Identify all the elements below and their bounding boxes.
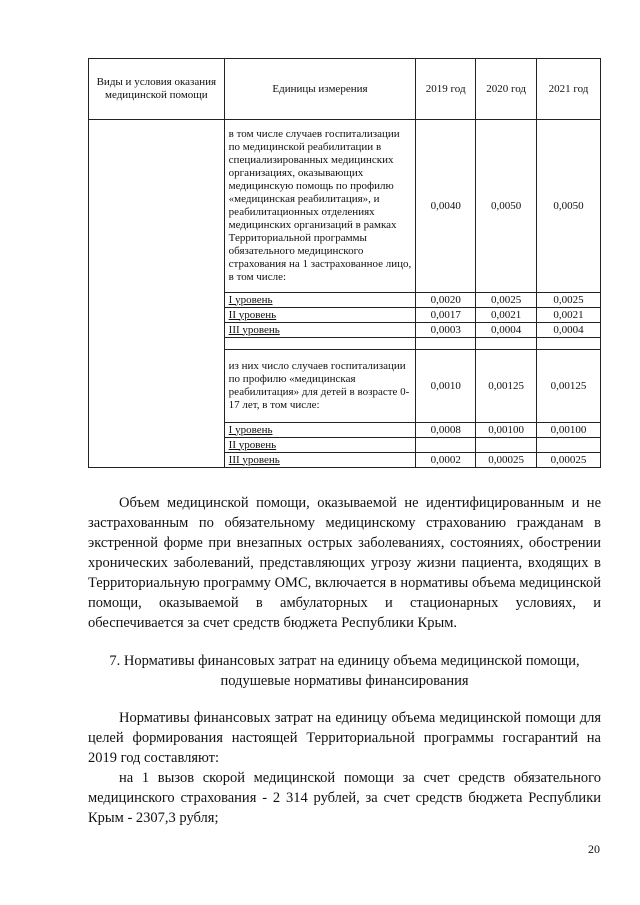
header-care-type: Виды и условия оказания медицинской помощи — [89, 59, 225, 120]
section-heading: 7. Нормативы финансовых затрат на единицу объема медицинской помощи, подушевые нормативы финансирования — [109, 653, 580, 689]
value-2019: 0,0003 — [416, 323, 476, 338]
value-2020: 0,0004 — [476, 323, 537, 338]
value-2021: 0,0004 — [537, 323, 601, 338]
value-2019: 0,0020 — [416, 293, 476, 308]
paragraph-ambulance-call: на 1 вызов скорой медицинской помощи за счет средств обязательного медицинского страхования - 2 314 рублей, за счет средств бюджета Республики Крым - 2307,3 рубля; — [88, 770, 601, 826]
header-2021: 2021 год — [537, 59, 601, 120]
row-desc: II уровень — [224, 438, 416, 453]
row-desc: из них число случаев госпитализации по профилю «медицинская реабилитация» для детей в возрасте 0-17 лет, в том числе: — [224, 350, 416, 423]
row-desc: I уровень — [224, 293, 416, 308]
row-desc: III уровень — [224, 453, 416, 468]
value-2021: 0,0021 — [537, 308, 601, 323]
paragraph-unidentified-patients: Объем медицинской помощи, оказываемой не идентифицированным и не застрахованным по обязательному медицинскому страхованию гражданам в экстренной форме при внезапных острых заболеваниях, состояниях, обострении хронических заболеваний, представляющих угрозу жизни пациента, входящих в Территориальную программу ОМС, включается в нормативы объема медицинской помощи, оказываемой в амбулаторных и стационарных условиях, и обеспечивается за счет средств бюджета Республики Крым. — [88, 495, 601, 631]
value-2019: 0,0008 — [416, 423, 476, 438]
volume-norms-table — [88, 58, 601, 468]
value-2021: 0,00025 — [537, 453, 601, 468]
value-2020: 0,0050 — [476, 120, 537, 293]
care-type-cell-empty — [89, 120, 225, 468]
value-2020: 0,0021 — [476, 308, 537, 323]
header-2019: 2019 год — [416, 59, 476, 120]
row-desc: II уровень — [224, 308, 416, 323]
value-2021 — [537, 438, 601, 453]
value-2021: 0,0050 — [537, 120, 601, 293]
value-2019: 0,0002 — [416, 453, 476, 468]
paragraph-financial-norms: Нормативы финансовых затрат на единицу объема медицинской помощи для целей формирования настоящей Территориальной программы госгарантий на 2019 год составляют: — [88, 710, 601, 766]
value-2021: 0,00125 — [537, 350, 601, 423]
value-2020 — [476, 438, 537, 453]
table-row — [89, 120, 601, 293]
value-2021: 0,0025 — [537, 293, 601, 308]
header-2020: 2020 год — [476, 59, 537, 120]
value-2019: 0,0010 — [416, 350, 476, 423]
value-2020: 0,0025 — [476, 293, 537, 308]
value-2020: 0,00025 — [476, 453, 537, 468]
value-2020: 0,00125 — [476, 350, 537, 423]
header-units: Единицы измерения — [224, 59, 416, 120]
value-2019: 0,0040 — [416, 120, 476, 293]
value-2021: 0,00100 — [537, 423, 601, 438]
value-2019 — [416, 438, 476, 453]
value-2019: 0,0017 — [416, 308, 476, 323]
table-header-row — [89, 59, 601, 120]
row-desc: III уровень — [224, 323, 416, 338]
row-desc: в том числе случаев госпитализации по медицинской реабилитации в специализированных медицинских организациях, оказывающих медицинскую помощь по профилю «медицинская реабилитация», и реабилитационных отделениях медицинских организаций в рамках Территориальной программы обязательного медицинского страхования на 1 застрахованное лицо, в том числе: — [224, 120, 416, 293]
page-number: 20 — [588, 842, 600, 856]
value-2020: 0,00100 — [476, 423, 537, 438]
row-desc: I уровень — [224, 423, 416, 438]
